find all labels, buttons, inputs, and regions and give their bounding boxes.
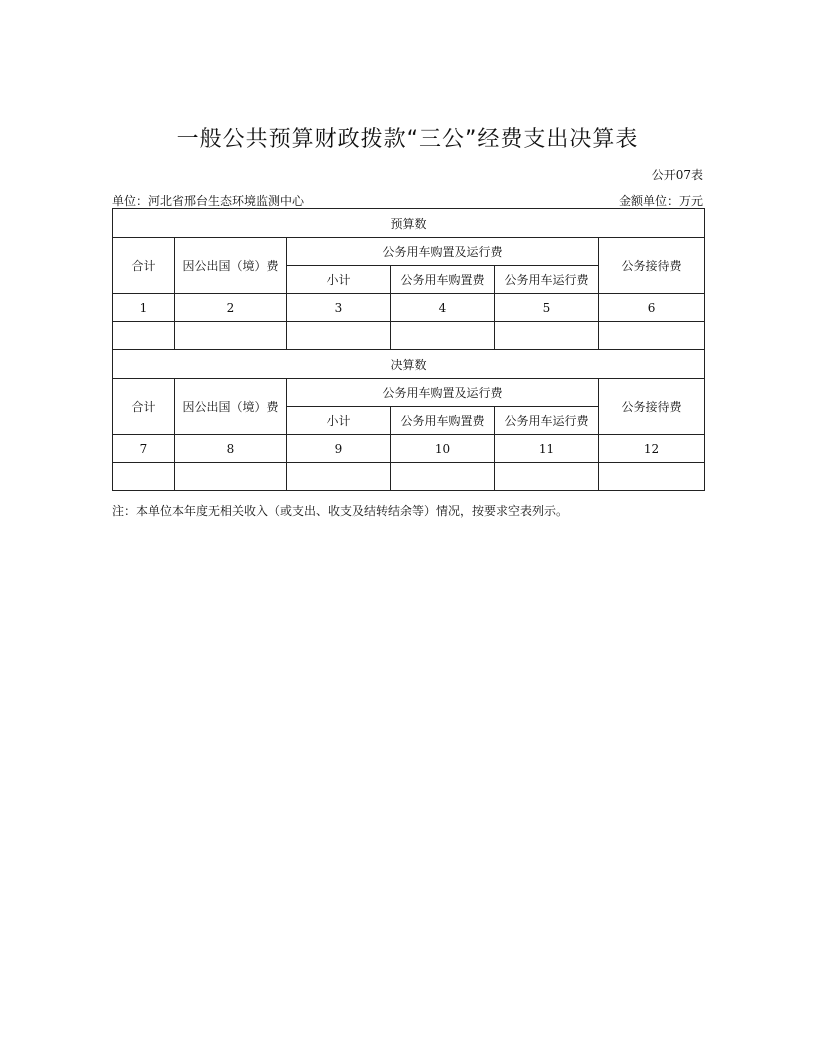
column-number: 2 bbox=[175, 294, 287, 322]
column-number: 7 bbox=[113, 435, 175, 463]
value-cell bbox=[113, 322, 175, 350]
final-section-label: 决算数 bbox=[113, 350, 705, 379]
budget-header-vehicle-purchase: 公务用车购置费 bbox=[391, 266, 495, 294]
value-cell bbox=[391, 463, 495, 491]
form-code: 公开07表 bbox=[651, 168, 703, 182]
value-cell bbox=[113, 463, 175, 491]
final-column-number-row bbox=[113, 435, 705, 463]
column-number: 8 bbox=[175, 435, 287, 463]
column-number: 4 bbox=[391, 294, 495, 322]
final-header-reception: 公务接待费 bbox=[599, 379, 705, 435]
value-cell bbox=[391, 322, 495, 350]
column-number: 5 bbox=[495, 294, 599, 322]
budget-header-vehicle-operation: 公务用车运行费 bbox=[495, 266, 599, 294]
value-cell bbox=[175, 463, 287, 491]
column-number: 12 bbox=[599, 435, 705, 463]
footnote: 注：本单位本年度无相关收入（或支出、收支及结转结余等）情况，按要求空表列示。 bbox=[112, 504, 569, 518]
value-cell bbox=[495, 322, 599, 350]
column-number: 3 bbox=[287, 294, 391, 322]
budget-column-number-row bbox=[113, 294, 705, 322]
final-header-vehicle-operation: 公务用车运行费 bbox=[495, 407, 599, 435]
page-title: 一般公共预算财政拨款“三公”经费支出决算表 bbox=[176, 127, 639, 152]
value-cell bbox=[599, 322, 705, 350]
final-header-vehicle-purchase: 公务用车购置费 bbox=[391, 407, 495, 435]
budget-header-vehicle-group: 公务用车购置及运行费 bbox=[287, 238, 599, 266]
budget-header-total: 合计 bbox=[113, 238, 175, 294]
column-number: 10 bbox=[391, 435, 495, 463]
final-header-row-1 bbox=[113, 379, 705, 407]
budget-section-row bbox=[113, 209, 705, 238]
column-number: 1 bbox=[113, 294, 175, 322]
column-number: 6 bbox=[599, 294, 705, 322]
budget-value-row bbox=[113, 322, 705, 350]
budget-header-row-1 bbox=[113, 238, 705, 266]
value-cell bbox=[495, 463, 599, 491]
value-cell bbox=[287, 322, 391, 350]
budget-section-label: 预算数 bbox=[113, 209, 705, 238]
budget-header-abroad: 因公出国（境）费 bbox=[175, 238, 287, 294]
final-value-row bbox=[113, 463, 705, 491]
final-header-abroad: 因公出国（境）费 bbox=[175, 379, 287, 435]
column-number: 11 bbox=[495, 435, 599, 463]
final-section-row bbox=[113, 350, 705, 379]
value-cell bbox=[599, 463, 705, 491]
final-header-vehicle-group: 公务用车购置及运行费 bbox=[287, 379, 599, 407]
budget-header-subtotal: 小计 bbox=[287, 266, 391, 294]
value-cell bbox=[287, 463, 391, 491]
final-header-total: 合计 bbox=[113, 379, 175, 435]
reporting-unit: 单位：河北省邢台生态环境监测中心 bbox=[112, 194, 305, 208]
budget-header-reception: 公务接待费 bbox=[599, 238, 705, 294]
amount-unit: 金额单位：万元 bbox=[618, 194, 703, 208]
expenditure-table bbox=[112, 208, 705, 491]
value-cell bbox=[175, 322, 287, 350]
final-header-subtotal: 小计 bbox=[287, 407, 391, 435]
column-number: 9 bbox=[287, 435, 391, 463]
